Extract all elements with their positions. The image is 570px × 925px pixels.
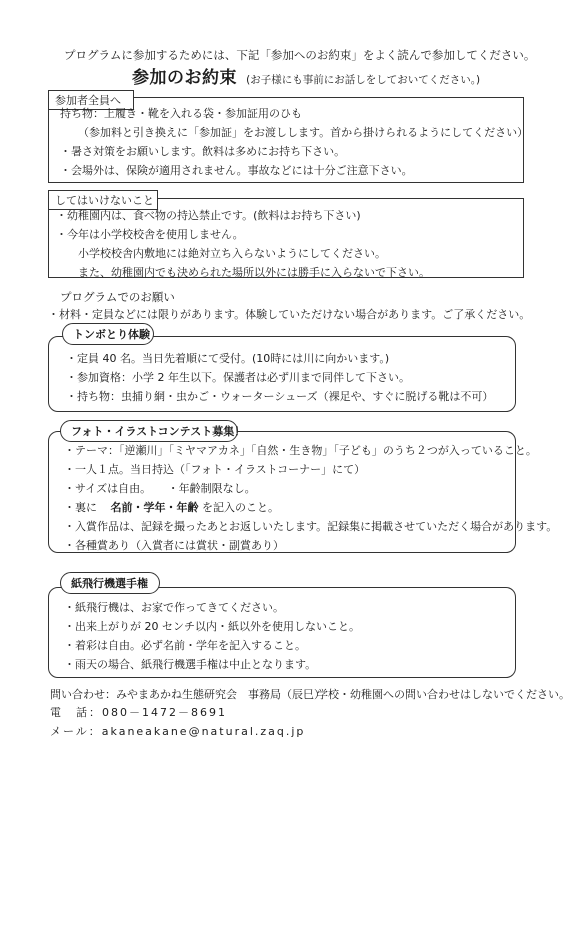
contest-lines xyxy=(64,441,557,555)
contact-inquiry: 問い合わせ：みやまあかね生態研究会 事務局（辰巳） xyxy=(50,688,325,701)
dragonfly-label: トンボとり体験 xyxy=(62,323,154,345)
dont-line-4: また、幼稚園内でも決められた場所以外には勝手に入らないで下さい。 xyxy=(78,266,430,279)
all-line-2: （参加料と引き換えに「参加証」をお渡しします。首から掛けられるようにしてください） xyxy=(78,126,529,139)
plane-line-2: ・出来上がりが 20 センチ以内・紙以外を使用しないこと。 xyxy=(64,620,360,633)
dont-line-2: ・今年は小学校校舎を使用しません。 xyxy=(56,228,244,241)
intro-text: プログラムに参加するためには、下記「参加へのお約束」をよく読んで参加してください。 xyxy=(64,48,536,62)
contest-line-5: ・入賞作品は、記録を撮ったあとお返しいたします。記録集に掲載させていただく場合があります。 xyxy=(64,520,558,533)
dragonfly-line-2: ・参加資格：小学 2 年生以下。保護者は必ず川まで同伴して下さい。 xyxy=(66,371,410,384)
plane-line-3: ・着彩は自由。必ず名前・学年を記入すること。 xyxy=(64,639,306,652)
plane-line-4: ・雨天の場合、紙飛行機選手権は中止となります。 xyxy=(64,658,317,671)
contest-line-4 xyxy=(64,498,557,517)
dont-line-1: ・幼稚園内は、食べ物の持込禁止です。(飲料はお持ち下さい) xyxy=(56,209,361,222)
program-request-line: ・材料・定員などには限りがあります。体験していただけない場合があります。ご了承ください。 xyxy=(48,308,531,321)
title-row xyxy=(132,63,480,88)
page-title: 参加のお約束 xyxy=(132,68,237,88)
all-line-1: 持ち物：上履き・靴を入れる袋・参加証用のひも xyxy=(60,107,302,120)
dont-lines xyxy=(56,206,430,282)
plane-line-1: ・紙飛行機は、お家で作ってきてください。 xyxy=(64,601,284,614)
contact-mail: メール：akaneakane@natural.zaq.jp xyxy=(50,725,306,738)
contact-school-note: 学校・幼稚園への問い合わせはしないでください。 xyxy=(317,688,570,701)
all-line-4: ・会場外は、保険が適用されません。事故などには十分ご注意下さい。 xyxy=(60,164,413,177)
contest-back-prefix: ・裏に xyxy=(64,501,97,514)
contest-line-3: ・サイズは自由。 ・年齢制限なし。 xyxy=(64,482,256,495)
dragonfly-line-3: ・持ち物：虫捕り網・虫かご・ウォーターシューズ（裸足や、すぐに脱げる靴は不可） xyxy=(66,390,494,403)
dragonfly-lines xyxy=(66,349,493,406)
program-request-heading: プログラムでのお願い xyxy=(60,290,175,304)
paper-plane-lines xyxy=(64,598,360,674)
title-note: (お子様にも事前にお話しをしておいてください。) xyxy=(246,74,481,86)
all-participants-lines xyxy=(60,104,528,180)
contest-label: フォト・イラストコンテスト募集！ xyxy=(60,420,238,442)
contest-line-1: ・テーマ：「逆瀬川」「ミヤマアカネ」「自然・生き物」「子ども」のうち２つが入っていること。 xyxy=(64,444,537,457)
dragonfly-line-1: ・定員 40 名。当日先着順にて受付。(10時には川に向かいます。) xyxy=(66,352,390,365)
dont-label: してはいけないこと xyxy=(48,190,158,210)
dont-line-3: 小学校校舎内敷地には絶対立ち入らないようにしてください。 xyxy=(78,247,386,260)
contest-back-bold: 名前・学年・年齢 xyxy=(110,501,199,514)
all-line-3: ・暑さ対策をお願いします。飲料は多めにお持ち下さい。 xyxy=(60,145,346,158)
contest-line-2: ・一人１点。当日持込（「フォト・イラストコーナー」にて） xyxy=(64,463,366,476)
paper-plane-label: 紙飛行機選手権 xyxy=(60,572,160,594)
contact-tel: 電 話：080－1472－8691 xyxy=(50,706,227,719)
contest-back-suffix: を記入のこと。 xyxy=(202,501,279,514)
all-participants-label: 参加者全員へ xyxy=(48,90,134,110)
contest-line-6: ・各種賞あり（入賞者には賞状・副賞あり） xyxy=(64,539,284,552)
